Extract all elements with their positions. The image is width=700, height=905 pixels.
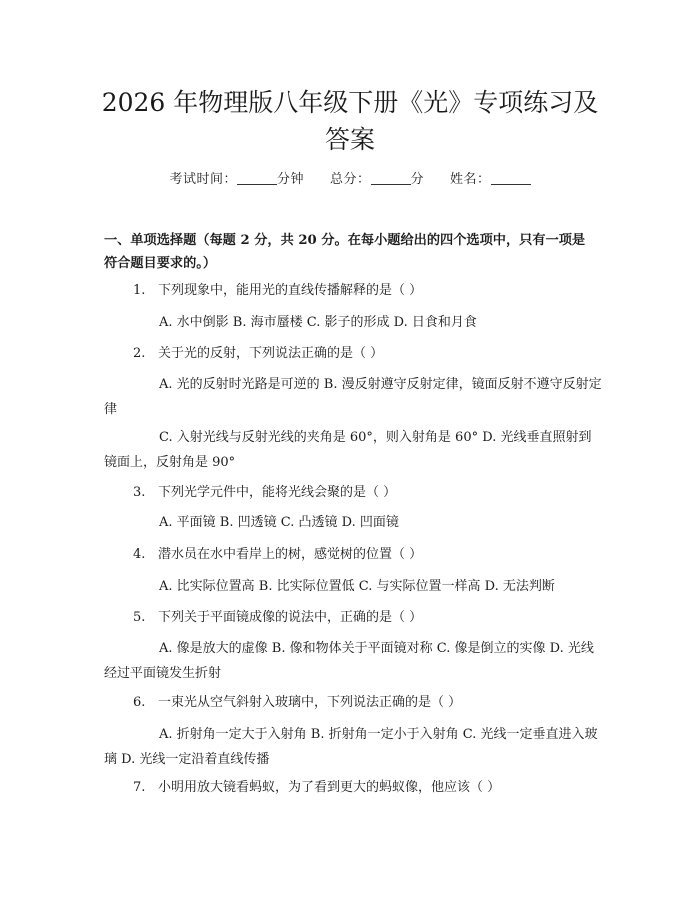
question-4-options: A. 比实际位置高 B. 比实际位置低 C. 与实际位置一样高 D. 无法判断: [159, 579, 555, 594]
question-number: 7.: [133, 780, 146, 795]
question-5-options: A. 像是放大的虚像 B. 像和物体关于平面镜对称 C. 像是倒立的实像 D. 光线经过平面镜发生折射: [104, 641, 594, 681]
question-text: 下列光学元件中，能将光线会聚的是（ ）: [158, 485, 397, 500]
name-blank: [491, 171, 531, 185]
question-number: 5.: [133, 610, 146, 625]
section-heading-line-2: 符合题目要求的。）: [104, 256, 217, 271]
score-unit: 分: [410, 172, 425, 187]
score-blank: [371, 171, 411, 185]
question-3: [133, 480, 603, 505]
question-6: [133, 690, 603, 715]
question-2-options-a-b: A. 光的反射时光路是可逆的 B. 漫反射遵守反射定律，镜面反射不遵守反射定律: [104, 377, 602, 417]
question-2-options-c-d: C. 入射光线与反射光线的夹角是 60°，则入射角是 60° D. 光线垂直照射到镜面上，反射角是 90°: [104, 430, 592, 470]
question-text: 潜水员在水中看岸上的树，感觉树的位置（ ）: [158, 547, 423, 562]
section-heading-line-1: 一、单项选择题（每题 2 分，共 20 分。在每小题给出的四个选项中，只有一项是: [104, 233, 586, 248]
exam-info-line: [0, 168, 700, 187]
time-unit: 分钟: [276, 172, 304, 187]
time-blank: [237, 171, 277, 185]
question-text: 下列现象中，能用光的直线传播解释的是（ ）: [158, 283, 423, 298]
title-line-2: 答案: [324, 125, 375, 154]
question-number: 1.: [133, 283, 146, 298]
question-3-options: A. 平面镜 B. 凹透镜 C. 凸透镜 D. 凹面镜: [159, 515, 399, 530]
question-2: [133, 341, 603, 366]
question-number: 4.: [133, 547, 146, 562]
question-number: 6.: [133, 695, 146, 710]
question-7: [133, 775, 603, 800]
question-6-options: A. 折射角一定大于入射角 B. 折射角一定小于入射角 C. 光线一定垂直进入玻璃 D. 光线一定沿着直线传播: [104, 727, 598, 767]
question-text: 下列关于平面镜成像的说法中，正确的是（ ）: [158, 610, 423, 625]
title-line-1: 2026 年物理版八年级下册《光》专项练习及: [101, 88, 599, 117]
question-text: 一束光从空气斜射入玻璃中，下列说法正确的是（ ）: [158, 695, 462, 710]
question-number: 2.: [133, 346, 146, 361]
question-text: 小明用放大镜看蚂蚁，为了看到更大的蚂蚁像，他应该（ ）: [158, 780, 501, 795]
question-5: [133, 605, 603, 630]
time-label: 考试时间：: [169, 172, 237, 187]
document-title: [90, 84, 610, 158]
score-label: 总分：: [329, 172, 371, 187]
question-1: [133, 278, 603, 303]
name-label: 姓名：: [450, 172, 491, 187]
question-1-options: A. 水中倒影 B. 海市蜃楼 C. 影子的形成 D. 日食和月食: [159, 315, 477, 330]
section-heading: [104, 229, 604, 275]
question-4: [133, 542, 603, 567]
question-text: 关于光的反射，下列说法正确的是（ ）: [158, 346, 384, 361]
question-number: 3.: [133, 485, 146, 500]
